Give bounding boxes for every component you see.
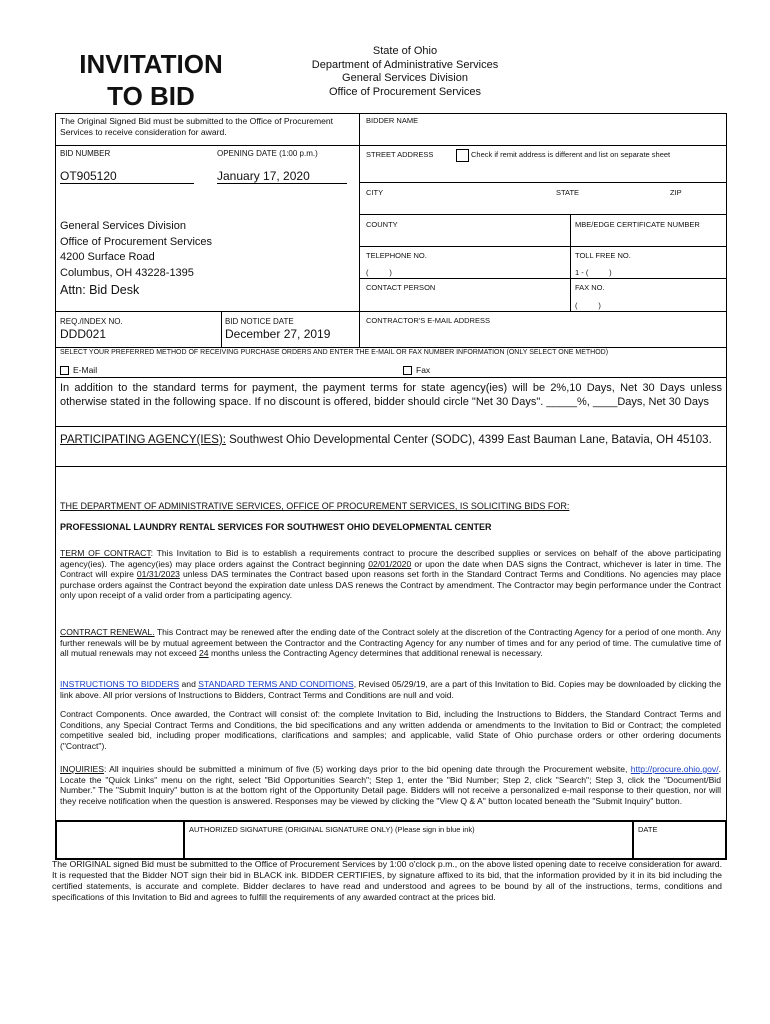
participating-agency-text: Southwest Ohio Developmental Center (SODC), 4399 East Bauman Lane, Batavia, OH 45103.	[229, 434, 712, 446]
inquiries-paragraph	[60, 764, 721, 806]
email-option[interactable]	[60, 365, 97, 375]
division-line: General Services Division	[342, 72, 468, 84]
remit-checkbox[interactable]	[456, 147, 469, 165]
terms-and-conditions-link[interactable]: STANDARD TERMS AND CONDITIONS	[198, 679, 354, 689]
state-field[interactable]: STATE	[556, 188, 580, 197]
original-bid-note: The Original Signed Bid must be submitted to the Office of Procurement Services to receive consideration for award.	[60, 116, 334, 137]
fax-checkbox[interactable]	[403, 366, 412, 375]
term-text: or upon the date when DAS signs the Contract, whichever is later in time. The Contract will expire	[60, 558, 721, 580]
email-option-label: E-Mail	[73, 365, 98, 375]
renewal-heading: CONTRACT RENEWAL.	[60, 627, 155, 637]
toll-free-format: 1 - ( )	[575, 268, 612, 277]
opening-date-label: OPENING DATE (1:00 p.m.)	[217, 149, 318, 158]
authorized-signature-field[interactable]: AUTHORIZED SIGNATURE (ORIGINAL SIGNATURE ONLY) (Please sign in blue ink)	[189, 825, 475, 834]
bid-number-value: OT905120	[60, 169, 194, 184]
address-line: Columbus, OH 43228-1395	[60, 266, 194, 279]
service-title: PROFESSIONAL LAUNDRY RENTAL SERVICES FOR SOUTHWEST OHIO DEVELOPMENTAL CENTER	[60, 522, 492, 532]
req-index-label: REQ./INDEX NO.	[60, 317, 123, 326]
address-line: General Services Division	[60, 220, 186, 232]
title-line-2: TO BID	[107, 81, 195, 111]
soliciting-heading: THE DEPARTMENT OF ADMINISTRATIVE SERVICES, OFFICE OF PROCUREMENT SERVICES, IS SOLICITING BIDS FOR:	[60, 501, 570, 511]
office-line: Office of Procurement Services	[328, 85, 482, 98]
title-line-1: INVITATION	[79, 49, 223, 79]
zip-field[interactable]: ZIP	[670, 188, 682, 197]
fax-format: ( )	[575, 301, 601, 310]
county-field[interactable]: COUNTY	[366, 220, 398, 229]
term-of-contract	[60, 548, 721, 601]
instructions-to-bidders-link[interactable]: INSTRUCTIONS TO BIDDERS	[60, 679, 180, 689]
fax-option-label: Fax	[416, 365, 431, 375]
instructions-paragraph	[60, 679, 721, 700]
renewal-text: months unless the Contracting Agency determines that additional renewal is necessary.	[208, 648, 543, 659]
street-address-field[interactable]: STREET ADDRESS	[366, 150, 434, 159]
req-index-value: DDD021	[60, 327, 107, 341]
renewal-text: This Contract may be renewed after the ending date of the Contract solely at the discretion of the Contracting Agency for a period of one month. Any further renewals will be by mutual agreement between the Contractor and the Contracting Agency for any number of times and for any period of time. The cumulative time of all mutual renewals may not exceed	[60, 627, 721, 659]
inquiries-heading: INQUIRIES	[60, 764, 104, 774]
bid-notice-label: BID NOTICE DATE	[225, 317, 294, 326]
procurement-address	[60, 219, 212, 281]
contact-person-field[interactable]: CONTACT PERSON	[366, 283, 436, 292]
procurement-website-link[interactable]: http://procure.ohio.gov/	[630, 764, 719, 774]
contract-renewal	[60, 627, 721, 659]
contractor-email-field[interactable]: CONTRACTOR'S E-MAIL ADDRESS	[366, 316, 490, 325]
contract-components: Contract Components. Once awarded, the Contract will consist of: the complete Invitation to Bid, including the Instructions to Bidders, the Standard Contract Terms and Conditions, any Special Contract Terms and Conditions, the bid specifications and any written addenda or amendments to the Invitation to Bid or Contract; the completed competitive sealed bid, including proper modifications, clarifications and samples; and applicable, valid State of Ohio purchase orders or other ordering documents ("Contract").	[60, 709, 721, 751]
email-checkbox[interactable]	[60, 366, 69, 375]
fax-option[interactable]	[403, 365, 430, 375]
participating-agency-label: PARTICIPATING AGENCY(IES):	[60, 434, 226, 446]
opening-date-value: January 17, 2020	[217, 169, 347, 184]
mbe-certificate-field[interactable]: MBE/EDGE CERTIFICATE NUMBER	[575, 220, 700, 229]
term-text: : This Invitation to Bid is to establish a requirements contract to procure the described supplies or services on behalf of the above participating agency(ies). The agency(ies) may place orders against the Contract beginning	[60, 548, 721, 569]
address-line: Office of Procurement Services	[60, 235, 213, 248]
instructions-text: , Revised 05/29/19, are a part of this Invitation to Bid. Copies may be downloaded by clicking the link above. All prior versions of Instructions to Bidders, Contract Terms and Conditions are null and void.	[60, 679, 721, 700]
payment-terms-text: In addition to the standard terms for payment, the payment terms for state agency(ies) will be 2%,10 Days, Net 30 Days unless otherwise stated in the following space. If no discount is offered, bidder should circle "Net 30 Days". _____%, ____Days, Net 30 Days	[60, 382, 722, 408]
bid-notice-value: December 27, 2019	[225, 327, 331, 341]
state-line: State of Ohio	[372, 45, 438, 57]
fax-field[interactable]: FAX NO.	[575, 283, 605, 292]
term-end-date: 01/31/2023	[136, 569, 180, 580]
department-line: Department of Administrative Services	[311, 58, 499, 71]
address-line: 4200 Surface Road	[60, 251, 155, 263]
instructions-text: and	[179, 679, 199, 689]
toll-free-field[interactable]: TOLL FREE NO.	[575, 251, 631, 260]
inquiries-text: : All inquiries should be submitted a minimum of five (5) working days prior to the bid opening date through the Procurement website,	[103, 764, 631, 774]
telephone-field[interactable]: TELEPHONE NO.	[366, 251, 427, 260]
bidder-name-field[interactable]: BIDDER NAME	[366, 116, 419, 125]
city-field[interactable]: CITY	[366, 188, 384, 197]
term-heading: TERM OF CONTRACT	[60, 548, 151, 558]
inquiries-text: . Locate the "Quick Links" menu on the right, select "Bid Opportunities Search"; Step 1, enter the "Bid Number; Step 2, click "Search"; Step 3, click the "Document/Bid Number." The "Submit Inquiry" button is at the bottom right of the Opportunity Detail page. Bidders will not receive a personalized e-mail response to their question, nor will they receive notification when the question is answered. Responses may be viewed by clicking the "View Q & A" button located beneath the "Submit Inquiry" button.	[60, 764, 721, 806]
participating-agency	[60, 433, 722, 448]
document-title	[56, 48, 246, 112]
agency-header	[290, 45, 520, 99]
term-text: unless DAS terminates the Contract based upon reasons set forth in the Standard Contract Terms and Conditions. No agencies may place purchase orders against the Contract beyond the expiration date unless DAS renews the Contract by amendment. The Contractor may begin performance under the Contract only upon receipt of a valid order from a participating agency.	[60, 569, 721, 601]
po-method-label: SELECT YOUR PREFERRED METHOD OF RECEIVING PURCHASE ORDERS AND ENTER THE E-MAIL OR FAX NUMBER INFORMATION (ONLY SELECT ONE METHOD)	[60, 349, 609, 356]
footer-certification: The ORIGINAL signed Bid must be submitted to the Office of Procurement Services by 1:00 o'clock p.m., on the above listed opening date to receive consideration for award. It is requested that the Bidder NOT sign their bid in BLACK ink. BIDDER CERTIFIES, by signature affixed to its bid, that the information provided by it in its bid including the certified statements, is accurate and complete. Bidder declares to have read and understood and agrees to be bound by all of the instructions, terms, conditions and specifications of this Invitation to Bid and agrees to fulfill the requirements of any awarded contract at the prices bid.	[52, 859, 722, 902]
remit-address-label: Check if remit address is different and list on separate sheet	[471, 150, 671, 159]
bid-number-label: BID NUMBER	[60, 149, 111, 158]
attn-bid-desk: Attn: Bid Desk	[60, 283, 140, 297]
term-start-date: 02/01/2020	[368, 558, 412, 569]
signature-date-field[interactable]: DATE	[638, 825, 658, 834]
renewal-months: 24	[199, 648, 209, 659]
telephone-format: ( )	[366, 268, 392, 277]
